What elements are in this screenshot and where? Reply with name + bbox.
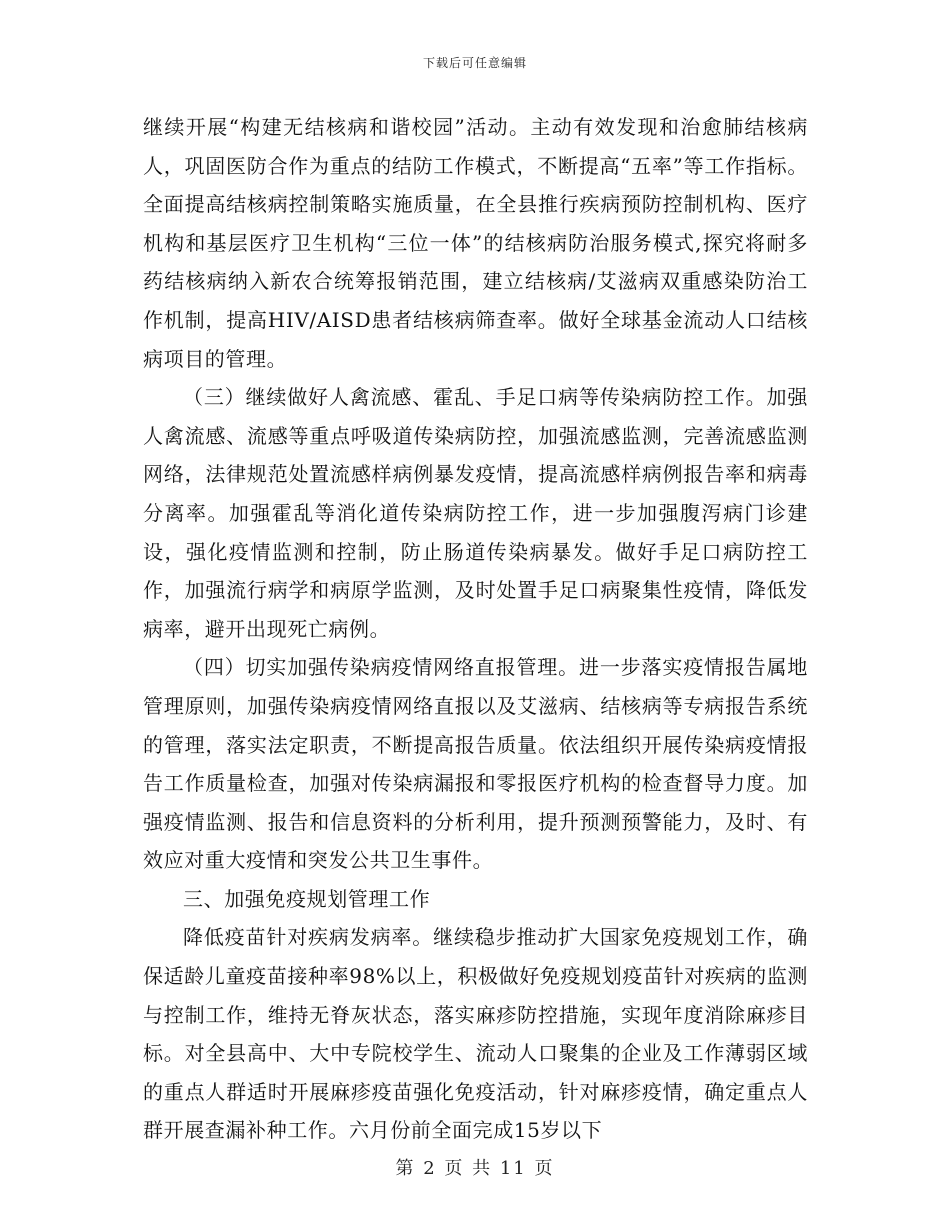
paragraph-section-3: （三）继续做好人禽流感、霍乱、手足口病等传染病防控工作。加强人禽流感、流感等重点呼吸道传染病防控，加强流感监测，完善流感监测网络，法律规范处置流感样病例暴发疫情，提高流感样病例报告率和病毒分离率。加强霍乱等消化道传染病防控工作，进一步加强腹泻病门诊建设，强化疫情监测和控制，防止肠道传染病暴发。做好手足口病防控工作，加强流行病学和病原学监测，及时处置手足口病聚集性疫情，降低发病率，避开出现死亡病例。 [143,385,808,641]
document-body [143,108,808,1150]
page-number: 第 2 页 共 11 页 [395,1158,555,1179]
paragraph-section-4: （四）切实加强传染病疫情网络直报管理。进一步落实疫情报告属地管理原则，加强传染病疫情网络直报以及艾滋病、结核病等专病报告系统的管理，落实法定职责，不断提高报告质量。依法组织开展传染病疫情报告工作质量检查，加强对传染病漏报和零报医疗机构的检查督导力度。加强疫情监测、报告和信息资料的分析利用，提升预测预警能力，及时、有效应对重大疫情和突发公共卫生事件。 [143,655,808,873]
paragraph-tb-work: 继续开展“构建无结核病和谐校园”活动。主动有效发现和治愈肺结核病人，巩固医防合作为重点的结防工作模式，不断提高“五率”等工作指标。全面提高结核病控制策略实施质量，在全县推行疾病预防控制机构、医疗机构和基层医疗卫生机构“三位一体”的结核病防治服务模式,探究将耐多药结核病纳入新农合统筹报销范围，建立结核病/艾滋病双重感染防治工作机制，提高HIV/AISD患者结核病筛查率。做好全球基金流动人口结核病项目的管理。 [143,115,808,371]
section-heading-immunization: 三、加强免疫规划管理工作 [183,886,431,911]
page-header: 下载后可任意编辑 [422,56,527,70]
paragraph-immunization: 降低疫苗针对疾病发病率。继续稳步推动扩大国家免疫规划工作，确保适龄儿童疫苗接种率98%以上，积极做好免疫规划疫苗针对疾病的监测与控制工作，维持无脊灰状态，落实麻疹防控措施，实现年度消除麻疹目标。对全县高中、大中专院校学生、流动人口聚集的企业及工作薄弱区域的重点人群适时开展麻疹疫苗强化免疫活动，针对麻疹疫情，确定重点人群开展查漏补种工作。六月份前全面完成15岁以下 [143,925,808,1143]
